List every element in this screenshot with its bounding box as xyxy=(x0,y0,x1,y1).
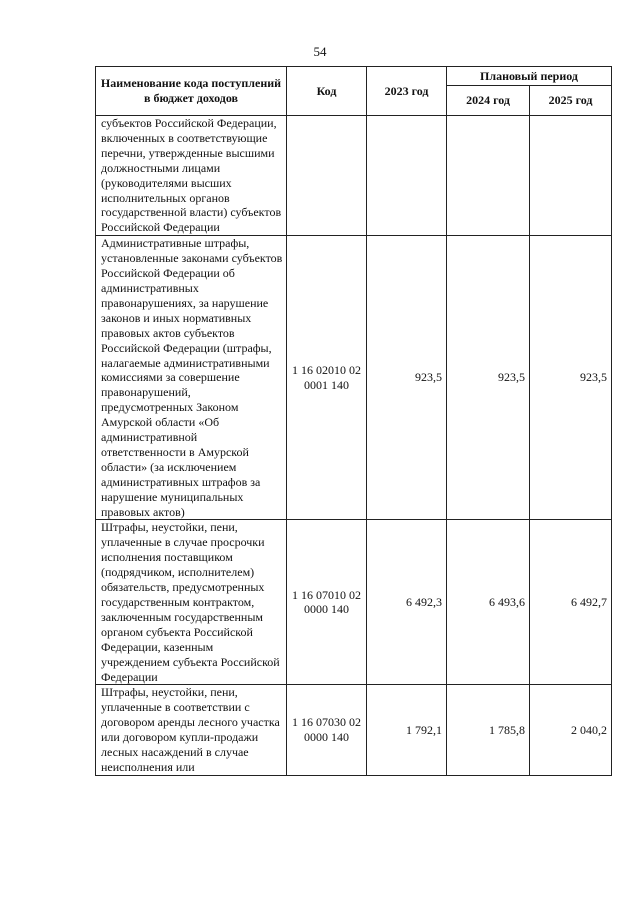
table-row xyxy=(96,520,612,685)
header-2025: 2025 год xyxy=(530,86,612,116)
header-name: Наименование кода поступлений в бюджет доходов xyxy=(96,67,287,116)
row-code: 1 16 07030 02 0000 140 xyxy=(287,685,367,775)
header-2024: 2024 год xyxy=(447,86,530,116)
row-2024: 6 493,6 xyxy=(447,520,530,685)
row-2024: 1 785,8 xyxy=(447,685,530,775)
row-2025: 923,5 xyxy=(530,236,612,520)
row-2023: 1 792,1 xyxy=(367,685,447,775)
row-name: субъектов Российской Федерации, включенных в соответствующие перечни, утвержденные высшими должностными лицами (руководителями высших исполнительных органов государственной власти) субъектов Российской Федерации xyxy=(96,116,287,236)
row-2023 xyxy=(367,116,447,236)
header-code: Код xyxy=(287,67,367,116)
row-name: Штрафы, неустойки, пени, уплаченные в соответствии с договором аренды лесного участка или договором купли-продажи лесных насаждений в случае неисполнения или xyxy=(96,685,287,775)
row-2025: 2 040,2 xyxy=(530,685,612,775)
row-2024: 923,5 xyxy=(447,236,530,520)
row-code xyxy=(287,116,367,236)
row-2023: 923,5 xyxy=(367,236,447,520)
row-code: 1 16 07010 02 0000 140 xyxy=(287,520,367,685)
revenue-table xyxy=(95,66,612,776)
row-2025 xyxy=(530,116,612,236)
page-number: 54 xyxy=(313,44,327,59)
row-code: 1 16 02010 02 0001 140 xyxy=(287,236,367,520)
table-row xyxy=(96,685,612,775)
table-row xyxy=(96,116,612,236)
row-2024 xyxy=(447,116,530,236)
table-row xyxy=(96,236,612,520)
row-2025: 6 492,7 xyxy=(530,520,612,685)
row-name: Штрафы, неустойки, пени, уплаченные в случае просрочки исполнения поставщиком (подрядчиком, исполнителем) обязательств, предусмотренных государственным контрактом, заключенным государственным органом субъекта Российской Федерации, казенным учреждением субъекта Российской Федерации xyxy=(96,520,287,685)
header-2023: 2023 год xyxy=(367,67,447,116)
row-2023: 6 492,3 xyxy=(367,520,447,685)
header-planned-period: Плановый период xyxy=(447,67,612,86)
row-name: Административные штрафы, установленные законами субъектов Российской Федерации об административных правонарушениях, за нарушение законов и иных нормативных правовых актов субъектов Российской Федерации (штрафы, налагаемые административными комиссиями за совершение правонарушений, предусмотренных Законом Амурской области «Об административной ответственности в Амурской области» (за исключением административных штрафов за нарушение муниципальных правовых актов) xyxy=(96,236,287,520)
